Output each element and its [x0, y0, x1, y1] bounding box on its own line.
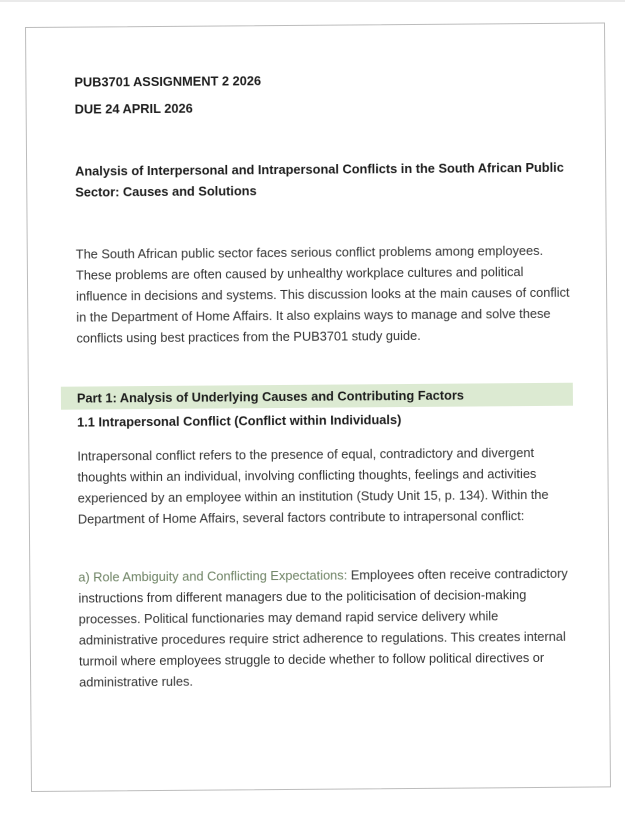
intrapersonal-paragraph — [77, 442, 549, 530]
assignment-header-text: PUB3701 ASSIGNMENT 2 2026 — [74, 73, 262, 90]
intrapersonal-paragraph-line: Intrapersonal conflict refers to the presence of equal, contradictory and divergent — [77, 445, 535, 464]
section-a-line: administrative rules. — [79, 673, 193, 690]
section-a-line: processes. Political functionaries may demand rapid service delivery while — [78, 608, 499, 627]
section-a-lead: a) Role Ambiguity and Conflicting Expectations: — [78, 567, 348, 585]
intro-paragraph-line: conflicts using best practices from the PUB3701 study guide. — [76, 327, 421, 346]
part1-heading: Part 1: Analysis of Underlying Causes and Contributing Factors — [76, 387, 465, 406]
photo-edge-shadow — [0, 0, 625, 2]
intrapersonal-paragraph-line: experienced by an employee within an institution (Study Unit 15, p. 134). Within the — [77, 486, 549, 506]
section-a-line: turmoil where employees struggle to decide whether to follow political directives or — [78, 649, 545, 669]
intro-paragraph — [76, 240, 570, 349]
intro-paragraph-line: in the Department of Home Affairs. It also explains ways to manage and solve these — [76, 305, 551, 325]
document-title-line: Sector: Causes and Solutions — [75, 183, 257, 200]
section-1-1-heading — [77, 411, 401, 431]
section-a-lead-rest: Employees often receive contradictory — [347, 565, 568, 583]
document-title — [75, 157, 564, 203]
intrapersonal-paragraph-line: thoughts within an individual, involving conflicting thoughts, feelings and activities — [77, 465, 537, 485]
section-a-line: administrative procedures require strict adherence to regulations. This creates internal — [78, 628, 566, 648]
intro-paragraph-line: influence in decisions and systems. This discussion looks at the main causes of conflict — [76, 284, 570, 304]
part1-heading-highlight — [61, 383, 573, 410]
intrapersonal-paragraph-line: Department of Home Affairs, several factors contribute to intrapersonal conflict: — [77, 508, 525, 527]
section-a-paragraph — [78, 563, 568, 693]
document-page — [25, 22, 611, 792]
document-title-line: Analysis of Interpersonal and Intrapersonal Conflicts in the South African Public — [75, 159, 564, 179]
intro-paragraph-line: These problems are often caused by unhealthy workplace cultures and political — [75, 264, 524, 283]
due-date-text: DUE 24 APRIL 2026 — [74, 100, 193, 117]
section-1-1-heading-text: 1.1 Intrapersonal Conflict (Conflict within Individuals) — [77, 412, 402, 430]
assignment-header — [74, 72, 261, 90]
section-a-line: instructions from different managers due to the politicisation of decision-making — [78, 587, 527, 606]
document-content — [26, 23, 610, 791]
due-date-header — [75, 100, 193, 118]
intro-paragraph-line: The South African public sector faces serious conflict problems among employees. — [75, 242, 544, 262]
